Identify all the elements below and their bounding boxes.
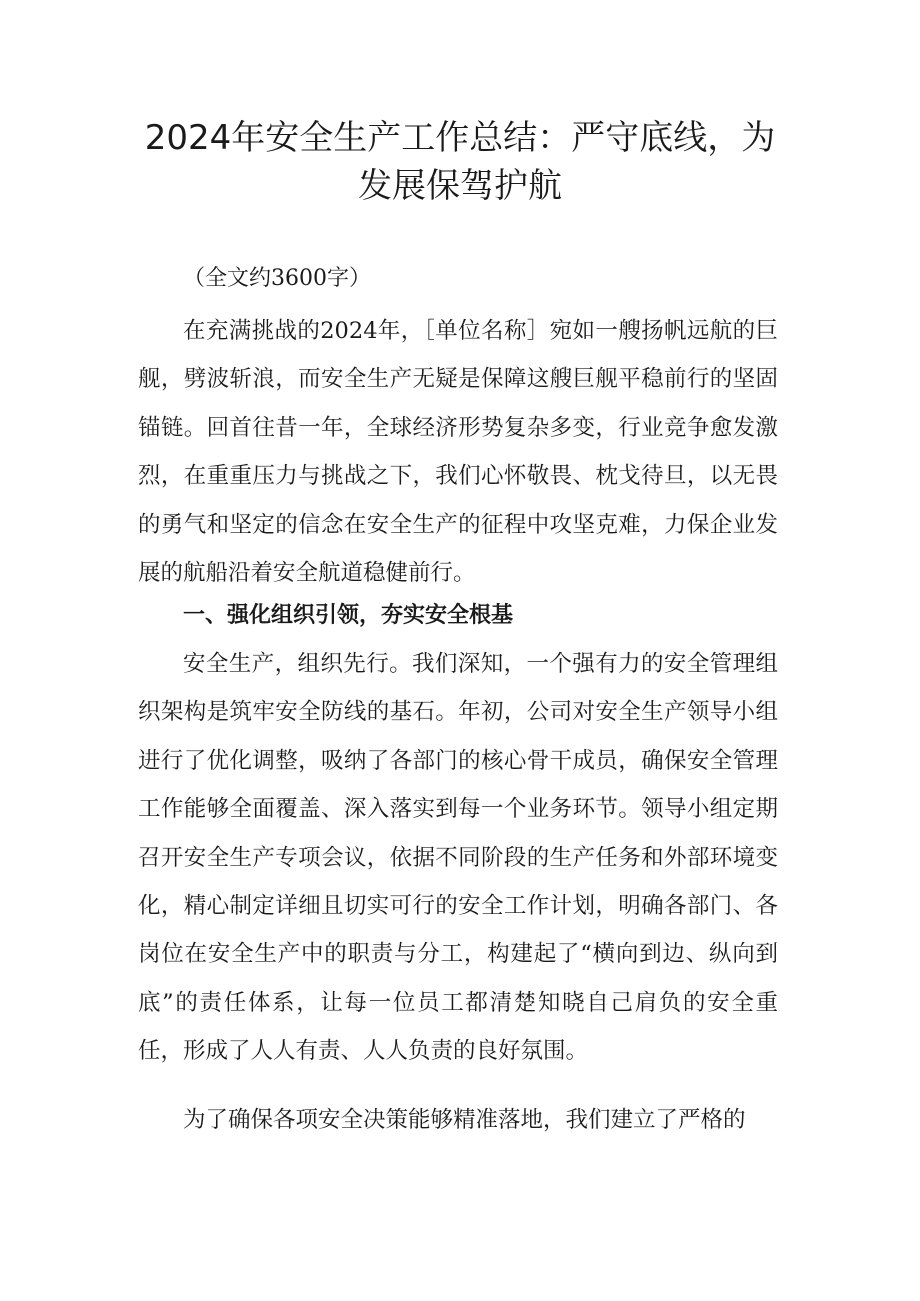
document-title-line-1: 2024年安全生产工作总结：严守底线，为: [144, 118, 776, 158]
document-title-line-2: 发展保驾护航: [358, 166, 562, 206]
section-paragraph-1: 安全生产，组织先行。我们深知，一个强有力的安全管理组织架构是筑牢安全防线的基石。年初，公司对安全生产领导小组进行了优化调整，吸纳了各部门的核心骨干成员，确保安全管理工作能够全面覆盖、深入落实到每一个业务环节。领导小组定期召开安全生产专项会议，依据不同阶段的生产任务和外部环境变化，精心制定详细且切实可行的安全工作计划，明确各部门、各岗位在安全生产中的职责与分工，构建起了“横向到边、纵向到底”的责任体系，让每一位员工都清楚知晓自己肩负的安全重任，形成了人人有责、人人负责的良好氛围。: [138, 651, 778, 1065]
section-paragraph-2: 为了确保各项安全决策能够精准落地，我们建立了严格的: [183, 1107, 746, 1133]
word-count-note: （全文约3600字）: [183, 266, 371, 291]
intro-paragraph: 在充满挑战的2024年，［单位名称］宛如一艘扬帆远航的巨舰，劈波斩浪，而安全生产无疑是保障这艘巨舰平稳前行的坚固锚链。回首往昔一年，全球经济形势复杂多变，行业竞争愈发激烈，在重重压力与挑战之下，我们心怀敬畏、枕戈待旦，以无畏的勇气和坚定的信念在安全生产的征程中攻坚克难，力保企业发展的航船沿着安全航道稳健前行。: [138, 318, 778, 587]
section-heading: 一、强化组织引领，夯实安全根基: [183, 603, 514, 628]
